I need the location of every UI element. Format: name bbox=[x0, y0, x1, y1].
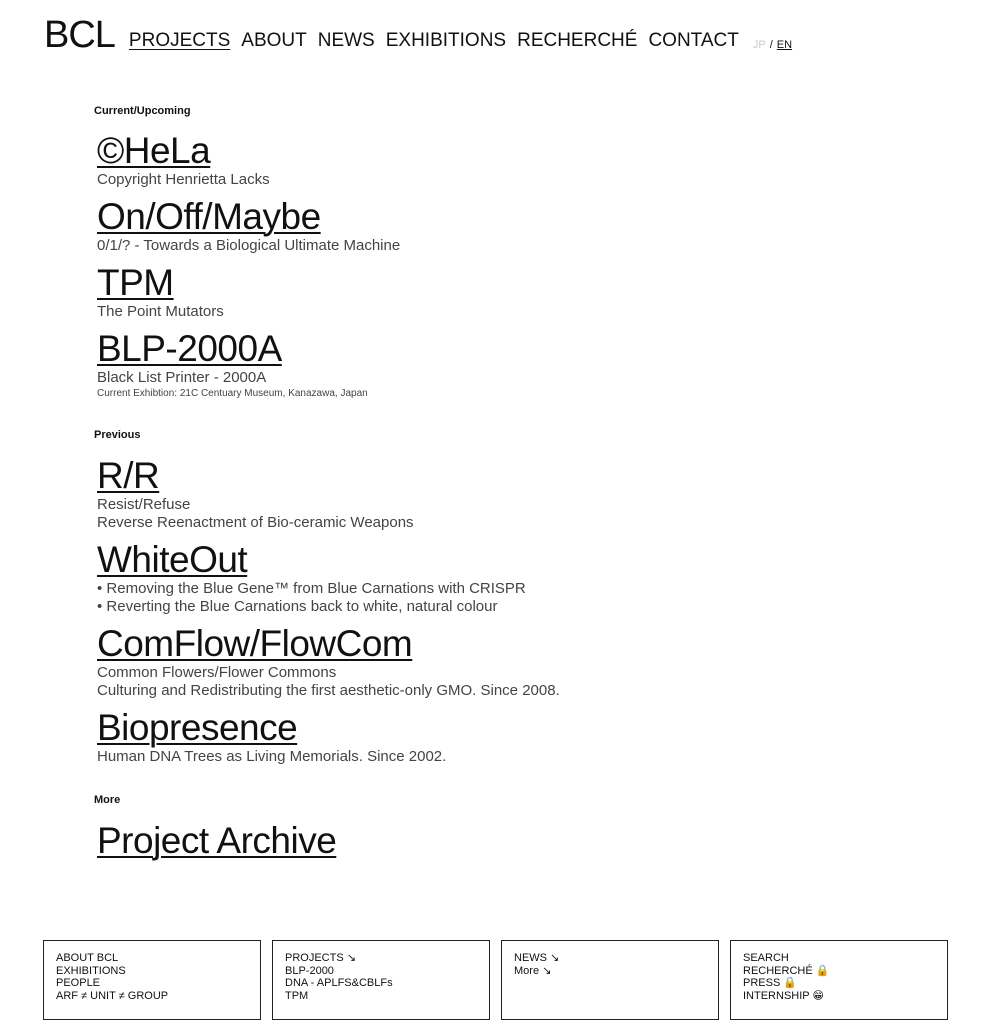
section-heading-previous: Previous bbox=[94, 429, 141, 441]
nav-exhibitions[interactable]: EXHIBITIONS bbox=[385, 30, 507, 51]
footer-link-exhibitions[interactable]: EXHIBITIONS bbox=[56, 964, 126, 977]
section-heading-current: Current/Upcoming bbox=[94, 105, 191, 117]
lang-separator: / bbox=[769, 39, 773, 51]
footer-link-news[interactable]: NEWS ↘ bbox=[514, 952, 560, 964]
footer-link-projects[interactable]: PROJECTS ↘ bbox=[285, 952, 356, 964]
previous-project-list bbox=[97, 456, 954, 766]
footer-link-people[interactable]: PEOPLE bbox=[56, 977, 101, 990]
project-title-link[interactable]: On/Off/Maybe bbox=[97, 196, 321, 237]
footer-link-blp-2000[interactable]: BLP-2000 bbox=[285, 964, 334, 977]
site-logo[interactable]: BCL bbox=[44, 14, 115, 56]
project-subtitle: Resist/Refuse bbox=[97, 496, 191, 513]
lang-en-link[interactable]: EN bbox=[776, 39, 793, 51]
project-title-link[interactable]: ©HeLa bbox=[97, 130, 211, 171]
project-item bbox=[97, 263, 954, 321]
footer-box bbox=[43, 940, 261, 1020]
footer-link-internship[interactable]: INTERNSHIP 😁 bbox=[743, 989, 824, 1002]
project-title-link[interactable]: WhiteOut bbox=[97, 539, 248, 580]
project-subtitle: 0/1/? - Towards a Biological Ultimate Machine bbox=[97, 237, 401, 254]
project-item bbox=[97, 624, 954, 700]
projects-main bbox=[94, 104, 954, 861]
project-exhibition-note: Current Exhibtion: 21C Centuary Museum, Kanazawa, Japan bbox=[97, 388, 368, 399]
project-item bbox=[97, 197, 954, 255]
main-nav bbox=[129, 30, 739, 52]
project-subtitle: The Point Mutators bbox=[97, 303, 224, 320]
footer-box bbox=[501, 940, 719, 1020]
nav-projects[interactable]: PROJECTS bbox=[128, 30, 231, 51]
footer-link-arf-unit-group[interactable]: ARF ≠ UNIT ≠ GROUP bbox=[56, 989, 169, 1002]
nav-about[interactable]: ABOUT bbox=[241, 30, 307, 51]
nav-recherche[interactable]: RECHERCHÉ bbox=[517, 30, 638, 51]
language-switcher bbox=[753, 39, 792, 51]
footer-link-press[interactable]: PRESS 🔒 bbox=[743, 977, 798, 990]
current-project-list bbox=[97, 131, 954, 400]
project-subtitle: Reverse Reenactment of Bio-ceramic Weapons bbox=[97, 514, 414, 531]
site-header bbox=[44, 14, 792, 54]
project-item bbox=[97, 708, 954, 766]
section-heading-more: More bbox=[94, 794, 121, 806]
project-item bbox=[97, 456, 954, 532]
project-subtitle: Copyright Henrietta Lacks bbox=[97, 171, 270, 188]
nav-news[interactable]: NEWS bbox=[317, 30, 375, 51]
footer-link-tpm[interactable]: TPM bbox=[285, 989, 309, 1002]
footer-box bbox=[730, 940, 948, 1020]
project-title-link[interactable]: R/R bbox=[97, 455, 160, 496]
project-subtitle: Culturing and Redistributing the first aesthetic-only GMO. Since 2008. bbox=[97, 682, 560, 699]
project-title-link[interactable]: BLP-2000A bbox=[97, 328, 282, 369]
project-subtitle: Black List Printer - 2000A bbox=[97, 369, 267, 386]
footer-link-about-bcl[interactable]: ABOUT BCL bbox=[56, 952, 119, 964]
more-list bbox=[97, 821, 954, 861]
project-title-link[interactable]: Biopresence bbox=[97, 707, 298, 748]
footer-link-search[interactable]: SEARCH bbox=[743, 952, 789, 964]
project-item bbox=[97, 540, 954, 616]
project-subtitle: • Reverting the Blue Carnations back to white, natural colour bbox=[97, 598, 498, 615]
site-footer bbox=[43, 940, 948, 1020]
project-subtitle: • Removing the Blue Gene™ from Blue Carnations with CRISPR bbox=[97, 580, 526, 597]
project-item bbox=[97, 131, 954, 189]
project-title-link[interactable]: ComFlow/FlowCom bbox=[97, 623, 413, 664]
project-item bbox=[97, 329, 954, 400]
project-subtitle: Human DNA Trees as Living Memorials. Since 2002. bbox=[97, 748, 447, 765]
nav-contact[interactable]: CONTACT bbox=[648, 30, 739, 51]
project-title-link[interactable]: TPM bbox=[97, 262, 174, 303]
footer-link-more[interactable]: More ↘ bbox=[514, 964, 552, 977]
footer-link-recherch[interactable]: RECHERCHÉ 🔒 bbox=[743, 964, 830, 977]
footer-link-dna-aplfs-cblfs[interactable]: DNA - APLFS&CBLFs bbox=[285, 977, 393, 990]
footer-box bbox=[272, 940, 490, 1020]
project-subtitle: Common Flowers/Flower Commons bbox=[97, 664, 337, 681]
project-archive-link[interactable]: Project Archive bbox=[97, 820, 337, 861]
lang-jp-link[interactable]: JP bbox=[752, 39, 766, 51]
